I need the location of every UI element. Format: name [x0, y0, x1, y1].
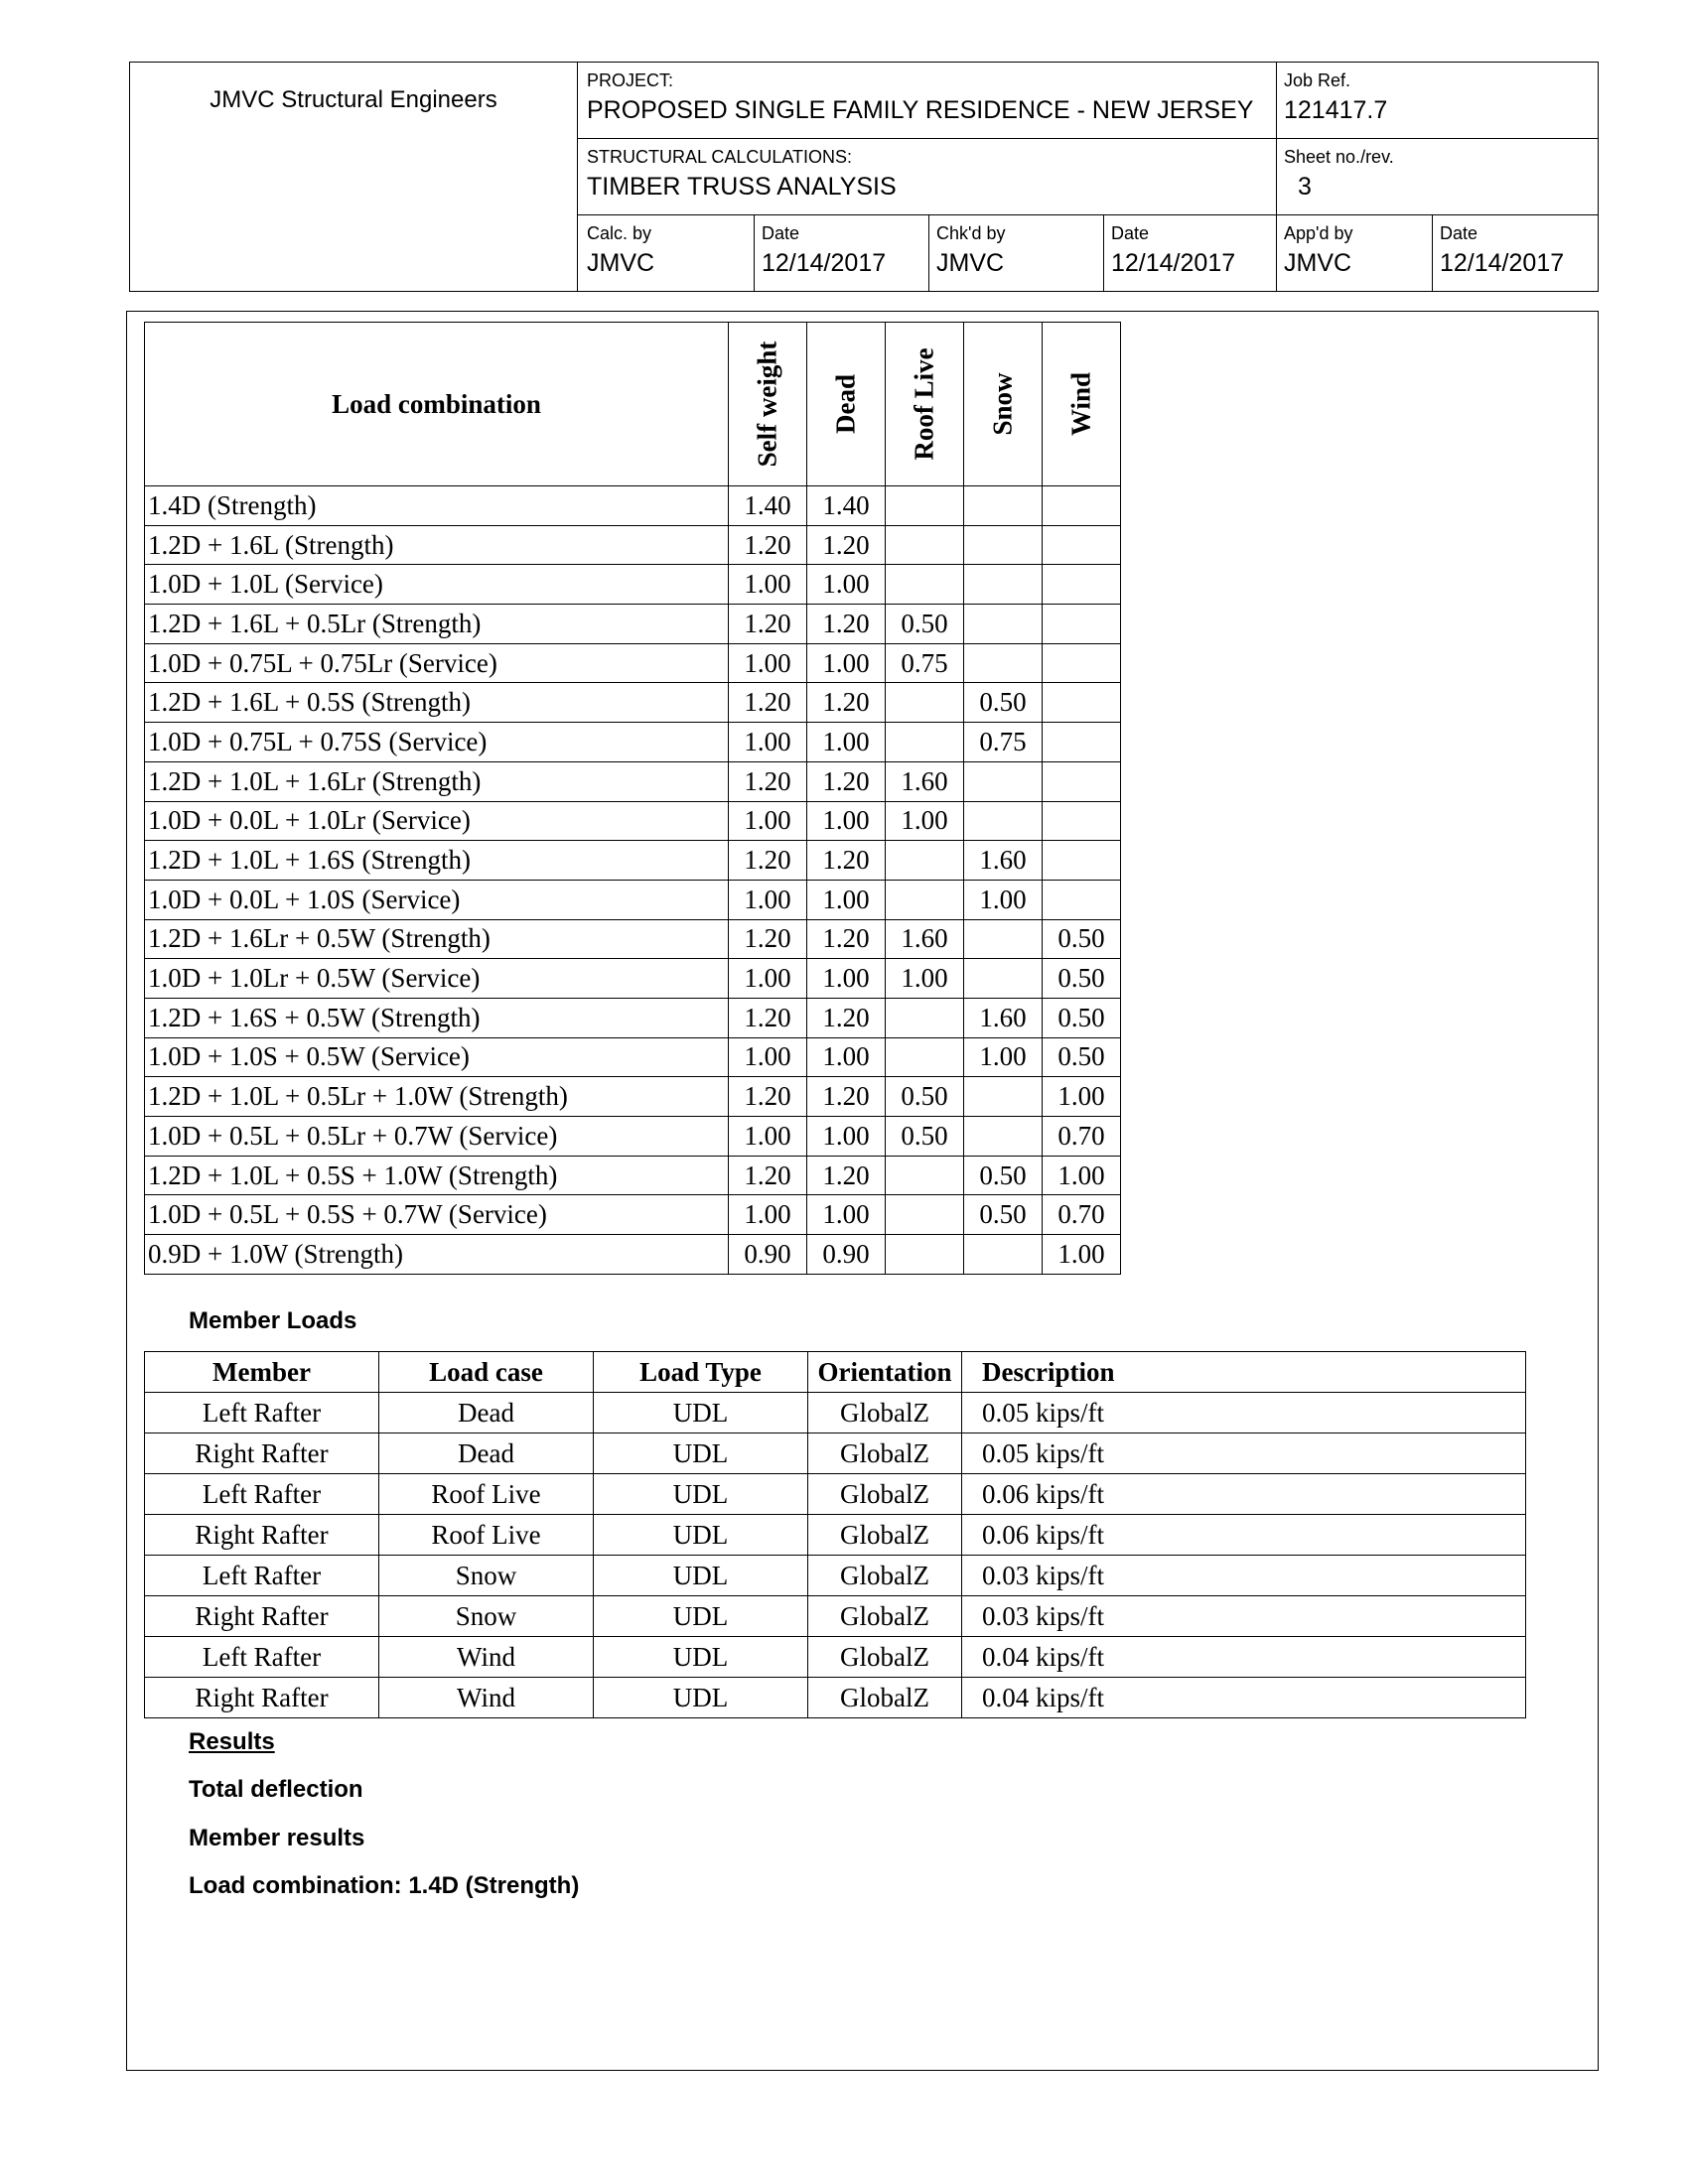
factor-cell: 1.20 — [807, 998, 886, 1037]
factor-cell — [886, 683, 964, 723]
load-type-cell: UDL — [594, 1474, 808, 1515]
table-row — [145, 1556, 1526, 1596]
jobref-label: Job Ref. — [1284, 70, 1351, 90]
member-cell: Right Rafter — [145, 1515, 379, 1556]
factor-cell: 1.60 — [964, 998, 1043, 1037]
factor-cell: 1.00 — [807, 643, 886, 683]
load-combination-body — [145, 486, 1121, 1275]
factor-cell — [886, 723, 964, 762]
table-row — [145, 1195, 1121, 1235]
description-cell: 0.04 kips/ft — [962, 1678, 1526, 1718]
divider — [754, 214, 755, 291]
member-loads-table — [144, 1351, 1526, 1718]
factor-cell: 1.60 — [886, 919, 964, 959]
factor-cell: 1.00 — [807, 959, 886, 999]
table-row — [145, 1637, 1526, 1678]
chkd-by-cell — [928, 215, 1103, 291]
load-type-cell: UDL — [594, 1637, 808, 1678]
factor-cell — [886, 1156, 964, 1195]
load-case-cell: Snow — [379, 1596, 594, 1637]
combination-name-cell: 1.2D + 1.6Lr + 0.5W (Strength) — [145, 919, 729, 959]
factor-cell — [1043, 525, 1121, 565]
column-header: Load Type — [594, 1352, 808, 1393]
orientation-cell: GlobalZ — [808, 1515, 962, 1556]
factor-cell: 0.50 — [1043, 959, 1121, 999]
sheet-cell — [1276, 139, 1598, 214]
factor-cell: 1.00 — [964, 880, 1043, 919]
factor-cell — [964, 565, 1043, 605]
factor-cell: 0.50 — [886, 605, 964, 644]
factor-cell — [964, 486, 1043, 526]
combination-name-cell: 1.0D + 0.0L + 1.0S (Service) — [145, 880, 729, 919]
factor-cell: 1.00 — [729, 723, 807, 762]
factor-cell: 1.40 — [729, 486, 807, 526]
project-label: PROJECT: — [587, 70, 674, 90]
column-header-label: Dead — [830, 374, 861, 434]
member-cell: Left Rafter — [145, 1474, 379, 1515]
factor-cell — [1043, 683, 1121, 723]
factor-cell: 1.00 — [807, 1117, 886, 1157]
orientation-cell: GlobalZ — [808, 1474, 962, 1515]
table-row — [145, 1117, 1121, 1157]
combination-name-cell: 1.2D + 1.0L + 0.5Lr + 1.0W (Strength) — [145, 1077, 729, 1117]
combination-name-cell: 1.0D + 1.0Lr + 0.5W (Service) — [145, 959, 729, 999]
description-cell: 0.04 kips/ft — [962, 1637, 1526, 1678]
factor-cell: 0.50 — [964, 1156, 1043, 1195]
combination-name-cell: 1.2D + 1.6L + 0.5S (Strength) — [145, 683, 729, 723]
member-loads-body — [145, 1393, 1526, 1718]
factor-cell — [1043, 841, 1121, 881]
orientation-cell: GlobalZ — [808, 1556, 962, 1596]
factor-cell: 0.50 — [964, 1195, 1043, 1235]
description-cell: 0.06 kips/ft — [962, 1515, 1526, 1556]
jobref-cell — [1276, 63, 1598, 138]
column-header-label: Roof Live — [909, 347, 939, 461]
table-row — [145, 1433, 1526, 1474]
orientation-cell: GlobalZ — [808, 1596, 962, 1637]
orientation-cell: GlobalZ — [808, 1678, 962, 1718]
orientation-cell: GlobalZ — [808, 1393, 962, 1433]
factor-cell: 1.20 — [729, 605, 807, 644]
date2-value: 12/14/2017 — [1111, 249, 1236, 277]
table-row — [145, 683, 1121, 723]
description-cell: 0.06 kips/ft — [962, 1474, 1526, 1515]
load-case-cell: Snow — [379, 1556, 594, 1596]
load-case-cell: Dead — [379, 1433, 594, 1474]
factor-cell: 1.00 — [886, 801, 964, 841]
description-cell: 0.05 kips/ft — [962, 1393, 1526, 1433]
factor-cell — [886, 525, 964, 565]
divider — [577, 63, 578, 291]
load-case-cell: Roof Live — [379, 1515, 594, 1556]
factor-cell — [964, 959, 1043, 999]
description-cell: 0.03 kips/ft — [962, 1556, 1526, 1596]
table-row — [145, 1037, 1121, 1077]
factor-cell: 1.20 — [807, 1156, 886, 1195]
table-row — [145, 1678, 1526, 1718]
combination-name-cell: 1.2D + 1.0L + 0.5S + 1.0W (Strength) — [145, 1156, 729, 1195]
factor-cell — [1043, 801, 1121, 841]
factor-cell: 1.20 — [807, 919, 886, 959]
load-case-cell: Wind — [379, 1637, 594, 1678]
factor-cell: 1.00 — [807, 801, 886, 841]
factor-cell: 1.00 — [729, 643, 807, 683]
factor-cell: 1.00 — [1043, 1077, 1121, 1117]
factor-cell — [886, 880, 964, 919]
member-cell: Left Rafter — [145, 1556, 379, 1596]
date3-label: Date — [1440, 223, 1478, 243]
factor-cell — [964, 919, 1043, 959]
factor-cell: 1.60 — [964, 841, 1043, 881]
member-loads-title: Member Loads — [189, 1307, 357, 1334]
factor-cell: 1.20 — [729, 683, 807, 723]
factor-cell: 0.70 — [1043, 1195, 1121, 1235]
factor-cell — [964, 761, 1043, 801]
factor-cell — [886, 998, 964, 1037]
combination-name-cell: 1.4D (Strength) — [145, 486, 729, 526]
combination-name-cell: 1.0D + 0.0L + 1.0Lr (Service) — [145, 801, 729, 841]
company-name: JMVC Structural Engineers — [210, 86, 497, 113]
table-header-row — [145, 1352, 1526, 1393]
factor-cell: 0.50 — [886, 1077, 964, 1117]
load-type-cell: UDL — [594, 1556, 808, 1596]
table-row — [145, 959, 1121, 999]
factor-cell: 1.40 — [807, 486, 886, 526]
member-cell: Right Rafter — [145, 1433, 379, 1474]
combination-name-cell: 1.0D + 0.75L + 0.75Lr (Service) — [145, 643, 729, 683]
factor-cell — [1043, 605, 1121, 644]
column-header-label: Snow — [987, 372, 1018, 436]
member-results-heading: Member results — [189, 1825, 365, 1851]
factor-cell: 0.50 — [1043, 1037, 1121, 1077]
title-block — [129, 62, 1599, 292]
column-header — [886, 323, 964, 486]
column-header — [964, 323, 1043, 486]
table-row — [145, 761, 1121, 801]
combination-name-cell: 1.0D + 1.0L (Service) — [145, 565, 729, 605]
combination-name-cell: 1.2D + 1.6L + 0.5Lr (Strength) — [145, 605, 729, 644]
factor-cell — [886, 486, 964, 526]
date1-cell — [754, 215, 928, 291]
factor-cell: 1.00 — [729, 880, 807, 919]
table-row — [145, 1235, 1121, 1275]
load-type-cell: UDL — [594, 1515, 808, 1556]
column-header — [807, 323, 886, 486]
factor-cell — [964, 1077, 1043, 1117]
combination-name-cell: 1.0D + 0.5L + 0.5S + 0.7W (Service) — [145, 1195, 729, 1235]
factor-cell — [1043, 565, 1121, 605]
divider — [928, 214, 929, 291]
factor-cell — [886, 1235, 964, 1275]
load-type-cell: UDL — [594, 1433, 808, 1474]
load-combination-heading: Load combination: 1.4D (Strength) — [189, 1872, 580, 1899]
results-title: Results — [189, 1728, 275, 1755]
factor-cell: 1.00 — [1043, 1156, 1121, 1195]
factor-cell: 1.00 — [729, 801, 807, 841]
factor-cell: 1.00 — [1043, 1235, 1121, 1275]
calcs-value: TIMBER TRUSS ANALYSIS — [587, 173, 897, 201]
table-row — [145, 565, 1121, 605]
factor-cell: 1.00 — [807, 1195, 886, 1235]
factor-cell: 0.50 — [1043, 919, 1121, 959]
calcs-cell — [579, 139, 1276, 214]
factor-cell — [964, 1235, 1043, 1275]
table-row — [145, 1393, 1526, 1433]
calcs-label: STRUCTURAL CALCULATIONS: — [587, 147, 853, 167]
factor-cell: 0.70 — [1043, 1117, 1121, 1157]
column-header: Member — [145, 1352, 379, 1393]
factor-cell: 1.60 — [886, 761, 964, 801]
factor-cell — [1043, 761, 1121, 801]
appd-by-label: App'd by — [1284, 223, 1353, 243]
date2-cell — [1103, 215, 1276, 291]
project-value: PROPOSED SINGLE FAMILY RESIDENCE - NEW JERSEY — [587, 96, 1254, 124]
factor-cell: 1.20 — [729, 1156, 807, 1195]
column-header: Load case — [379, 1352, 594, 1393]
column-header: Orientation — [808, 1352, 962, 1393]
factor-cell: 1.00 — [807, 723, 886, 762]
divider — [1432, 214, 1433, 291]
table-row — [145, 841, 1121, 881]
table-row — [145, 1515, 1526, 1556]
calc-by-cell — [579, 215, 754, 291]
description-cell: 0.05 kips/ft — [962, 1433, 1526, 1474]
description-cell: 0.03 kips/ft — [962, 1596, 1526, 1637]
table-row — [145, 1077, 1121, 1117]
calc-by-label: Calc. by — [587, 223, 652, 243]
table-row — [145, 1156, 1121, 1195]
factor-cell — [964, 525, 1043, 565]
load-case-cell: Dead — [379, 1393, 594, 1433]
member-cell: Left Rafter — [145, 1393, 379, 1433]
column-header-label: Self weight — [752, 341, 782, 468]
factor-cell: 0.90 — [807, 1235, 886, 1275]
chkd-by-value: JMVC — [936, 249, 1005, 277]
table-row — [145, 1596, 1526, 1637]
combination-name-cell: 1.0D + 1.0S + 0.5W (Service) — [145, 1037, 729, 1077]
factor-cell: 0.75 — [886, 643, 964, 683]
date3-cell — [1432, 215, 1598, 291]
column-header — [729, 323, 807, 486]
combination-name-cell: 1.2D + 1.0L + 1.6S (Strength) — [145, 841, 729, 881]
orientation-cell: GlobalZ — [808, 1637, 962, 1678]
project-cell — [579, 63, 1276, 138]
factor-cell — [964, 605, 1043, 644]
factor-cell: 1.20 — [807, 683, 886, 723]
factor-cell: 1.20 — [729, 919, 807, 959]
column-header: Description — [962, 1352, 1526, 1393]
load-type-cell: UDL — [594, 1596, 808, 1637]
combination-name-cell: 1.2D + 1.6L (Strength) — [145, 525, 729, 565]
factor-cell: 1.00 — [729, 1117, 807, 1157]
combination-name-cell: 1.0D + 0.75L + 0.75S (Service) — [145, 723, 729, 762]
combination-name-cell: 0.9D + 1.0W (Strength) — [145, 1235, 729, 1275]
member-cell: Right Rafter — [145, 1678, 379, 1718]
factor-cell: 1.20 — [729, 998, 807, 1037]
member-cell: Right Rafter — [145, 1596, 379, 1637]
factor-cell — [886, 565, 964, 605]
table-row — [145, 1474, 1526, 1515]
table-header-row — [145, 323, 1121, 486]
combination-name-cell: 1.2D + 1.6S + 0.5W (Strength) — [145, 998, 729, 1037]
factor-cell: 1.20 — [807, 1077, 886, 1117]
column-header — [1043, 323, 1121, 486]
factor-cell: 1.20 — [729, 1077, 807, 1117]
divider — [1276, 63, 1277, 291]
factor-cell: 0.90 — [729, 1235, 807, 1275]
factor-cell — [1043, 486, 1121, 526]
factor-cell — [886, 1037, 964, 1077]
factor-cell: 1.20 — [807, 605, 886, 644]
sheet-value: 3 — [1298, 173, 1312, 201]
total-deflection-heading: Total deflection — [189, 1776, 363, 1803]
sheet-label: Sheet no./rev. — [1284, 147, 1394, 167]
jobref-value: 121417.7 — [1284, 96, 1388, 124]
table-row — [145, 919, 1121, 959]
factor-cell: 1.20 — [729, 761, 807, 801]
date2-label: Date — [1111, 223, 1150, 243]
factor-cell: 1.00 — [729, 565, 807, 605]
factor-cell — [964, 1117, 1043, 1157]
factor-cell — [1043, 880, 1121, 919]
orientation-cell: GlobalZ — [808, 1433, 962, 1474]
factor-cell: 1.00 — [807, 1037, 886, 1077]
factor-cell: 1.00 — [964, 1037, 1043, 1077]
factor-cell: 0.50 — [1043, 998, 1121, 1037]
factor-cell: 0.50 — [886, 1117, 964, 1157]
table-row — [145, 525, 1121, 565]
load-case-cell: Wind — [379, 1678, 594, 1718]
table-row — [145, 801, 1121, 841]
column-header: Load combination — [145, 323, 729, 486]
table-row — [145, 643, 1121, 683]
divider — [1103, 214, 1104, 291]
factor-cell — [886, 841, 964, 881]
factor-cell — [1043, 643, 1121, 683]
divider — [577, 138, 1598, 139]
factor-cell: 1.20 — [729, 841, 807, 881]
factor-cell: 1.00 — [729, 1195, 807, 1235]
date1-value: 12/14/2017 — [762, 249, 887, 277]
appd-by-cell — [1276, 215, 1432, 291]
combination-name-cell: 1.2D + 1.0L + 1.6Lr (Strength) — [145, 761, 729, 801]
factor-cell: 0.75 — [964, 723, 1043, 762]
factor-cell: 1.00 — [729, 959, 807, 999]
table-row — [145, 605, 1121, 644]
table-row — [145, 998, 1121, 1037]
factor-cell: 1.20 — [729, 525, 807, 565]
factor-cell — [964, 643, 1043, 683]
factor-cell: 1.20 — [807, 841, 886, 881]
factor-cell: 0.50 — [964, 683, 1043, 723]
divider — [577, 214, 1598, 215]
date1-label: Date — [762, 223, 800, 243]
factor-cell — [886, 1195, 964, 1235]
appd-by-value: JMVC — [1284, 249, 1352, 277]
factor-cell: 1.00 — [807, 880, 886, 919]
factor-cell — [1043, 723, 1121, 762]
calc-by-value: JMVC — [587, 249, 655, 277]
factor-cell: 1.20 — [807, 525, 886, 565]
factor-cell: 1.20 — [807, 761, 886, 801]
column-header-label: Wind — [1065, 371, 1096, 437]
factor-cell: 1.00 — [807, 565, 886, 605]
table-row — [145, 723, 1121, 762]
table-row — [145, 880, 1121, 919]
factor-cell — [964, 801, 1043, 841]
member-cell: Left Rafter — [145, 1637, 379, 1678]
load-type-cell: UDL — [594, 1678, 808, 1718]
combination-name-cell: 1.0D + 0.5L + 0.5Lr + 0.7W (Service) — [145, 1117, 729, 1157]
factor-cell: 1.00 — [729, 1037, 807, 1077]
load-type-cell: UDL — [594, 1393, 808, 1433]
date3-value: 12/14/2017 — [1440, 249, 1565, 277]
load-case-cell: Roof Live — [379, 1474, 594, 1515]
table-row — [145, 486, 1121, 526]
load-combination-table — [144, 322, 1121, 1275]
factor-cell: 1.00 — [886, 959, 964, 999]
chkd-by-label: Chk'd by — [936, 223, 1006, 243]
